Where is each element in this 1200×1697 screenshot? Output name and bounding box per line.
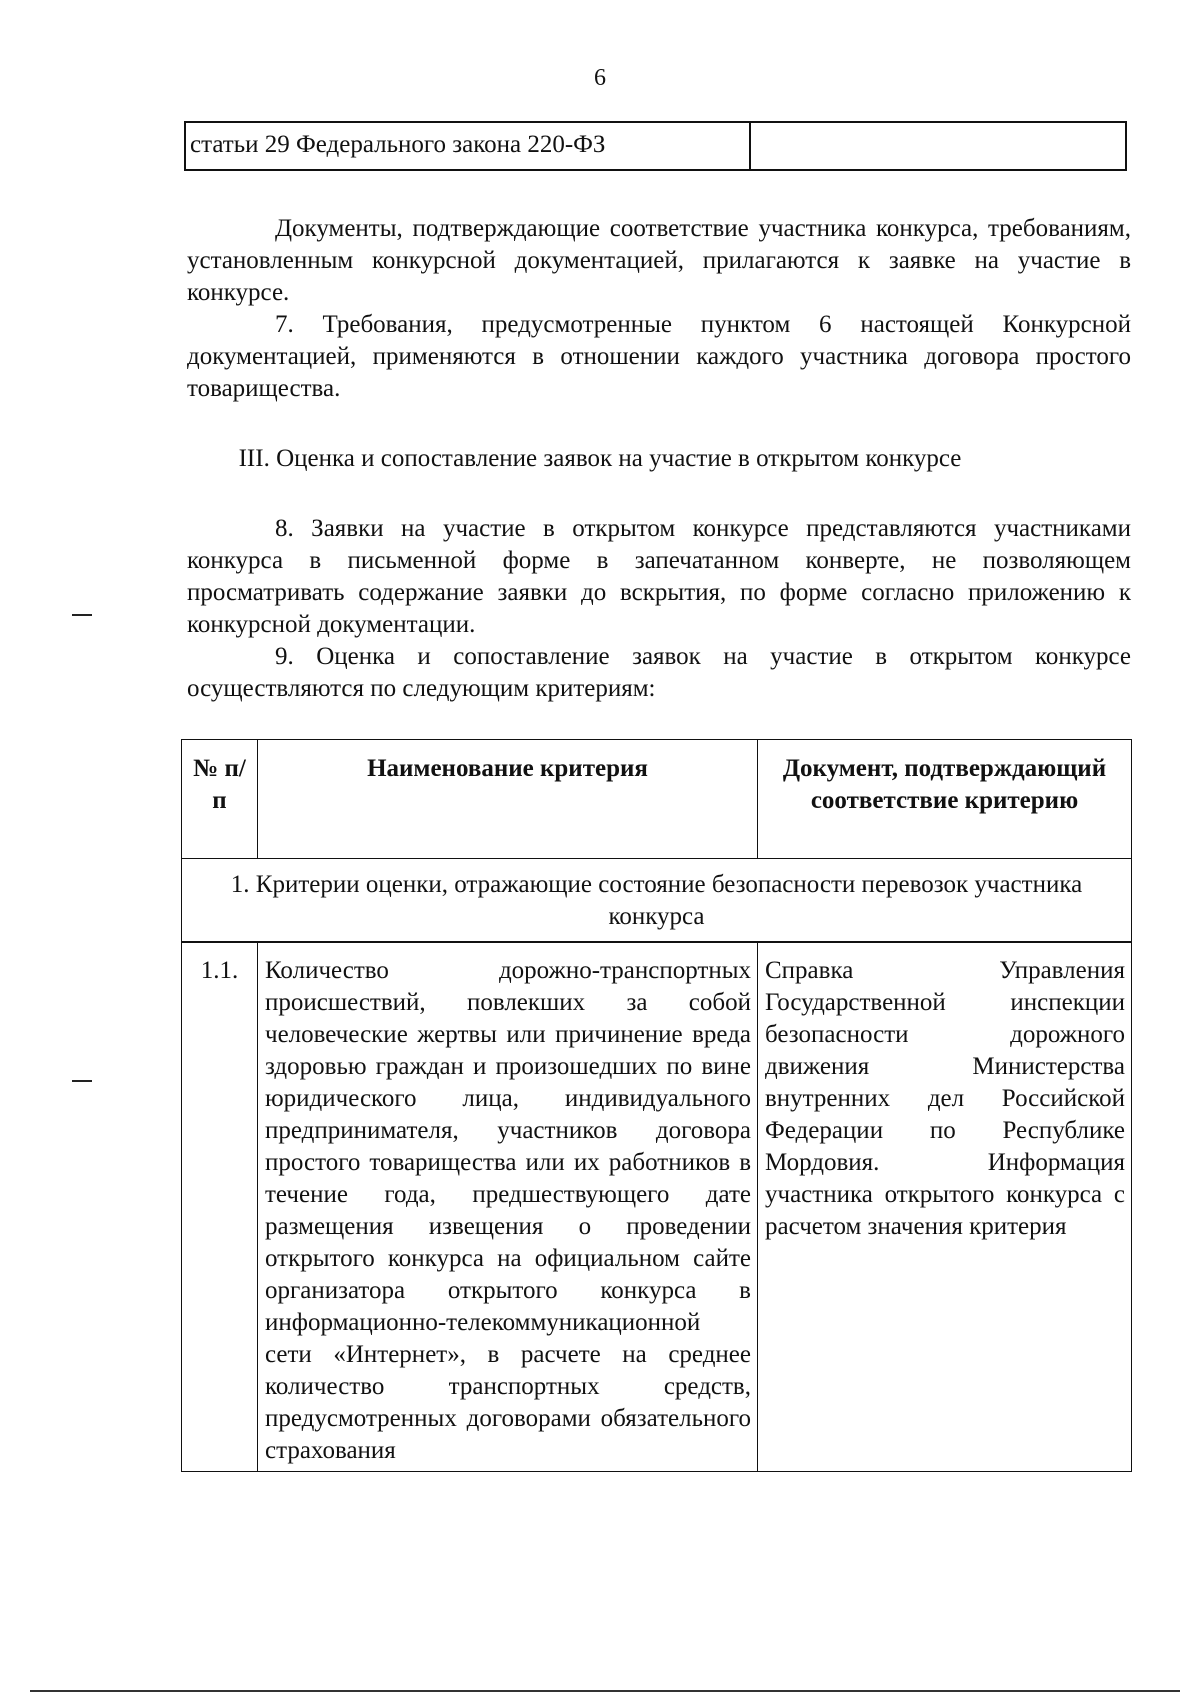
paragraph-block [187,513,1131,705]
paragraph-9: 9. Оценка и сопоставление заявок на участие в открытом конкурсе осуществляются по следующим критериям: [187,643,1131,702]
section-heading: III. Оценка и сопоставление заявок на участие в открытом конкурсе [238,445,962,472]
header-num: № п/п [182,740,258,859]
bottom-rule [30,1690,1180,1692]
margin-mark [72,614,92,616]
margin-mark [72,1080,92,1082]
section-1-title: 1. Критерии оценки, отражающие состояние безопасности перевозок участника конкурса [182,859,1132,943]
table-section-row [182,859,1132,943]
paragraph-8: 8. Заявки на участие в открытом конкурсе представляются участниками конкурса в письменной форме в запечатанном конверте, не позволяющем просматривать содержание заявки до вскрытия, по форме согласно приложению к конкурсной документации. [187,515,1131,638]
table-cell-empty [750,122,1126,170]
paragraph-documents: Документы, подтверждающие соответствие участника конкурса, требованиям, установленным конкурсной документацией, прилагаются к заявке на участие в конкурсе. [187,215,1131,306]
table-row [185,122,1126,170]
paragraph-7: 7. Требования, предусмотренные пунктом 6 настоящей Конкурсной документацией, применяются в отношении каждого участника договора простого товарищества. [187,311,1131,402]
row-criterion-name: Количество дорожно-транспортных происшествий, повлекших за собой человеческие жертвы или причинение вреда здоровью граждан и произошедших по вине юридического лица, индивидуального предпринимателя, участников договора простого товарищества или их работников в течение года, предшествующего дате размещения извещения о проведении открытого конкурса на официальном сайте организатора открытого конкурса в информационно-телекоммуникационной сети «Интернет», в расчете на среднее количество транспортных средств, предусмотренных договорами обязательного страхования [258,942,758,1472]
table-header-row [182,740,1132,859]
continuation-table [184,121,1127,171]
paragraph-block [187,213,1131,405]
header-name: Наименование критерия [258,740,758,859]
table-cell: статьи 29 Федерального закона 220-ФЗ [185,122,750,170]
row-num: 1.1. [182,942,258,1472]
page-number: 6 [594,65,606,91]
criteria-table [181,739,1132,1472]
row-document: Справка Управления Государственной инспекции безопасности дорожного движения Министерства внутренних дел Российской Федерации по Республике Мордовия. Информация участника открытого конкурса с расчетом значения критерия [758,942,1132,1472]
header-document: Документ, подтверждающий соответствие критерию [758,740,1132,859]
table-row [182,942,1132,1472]
